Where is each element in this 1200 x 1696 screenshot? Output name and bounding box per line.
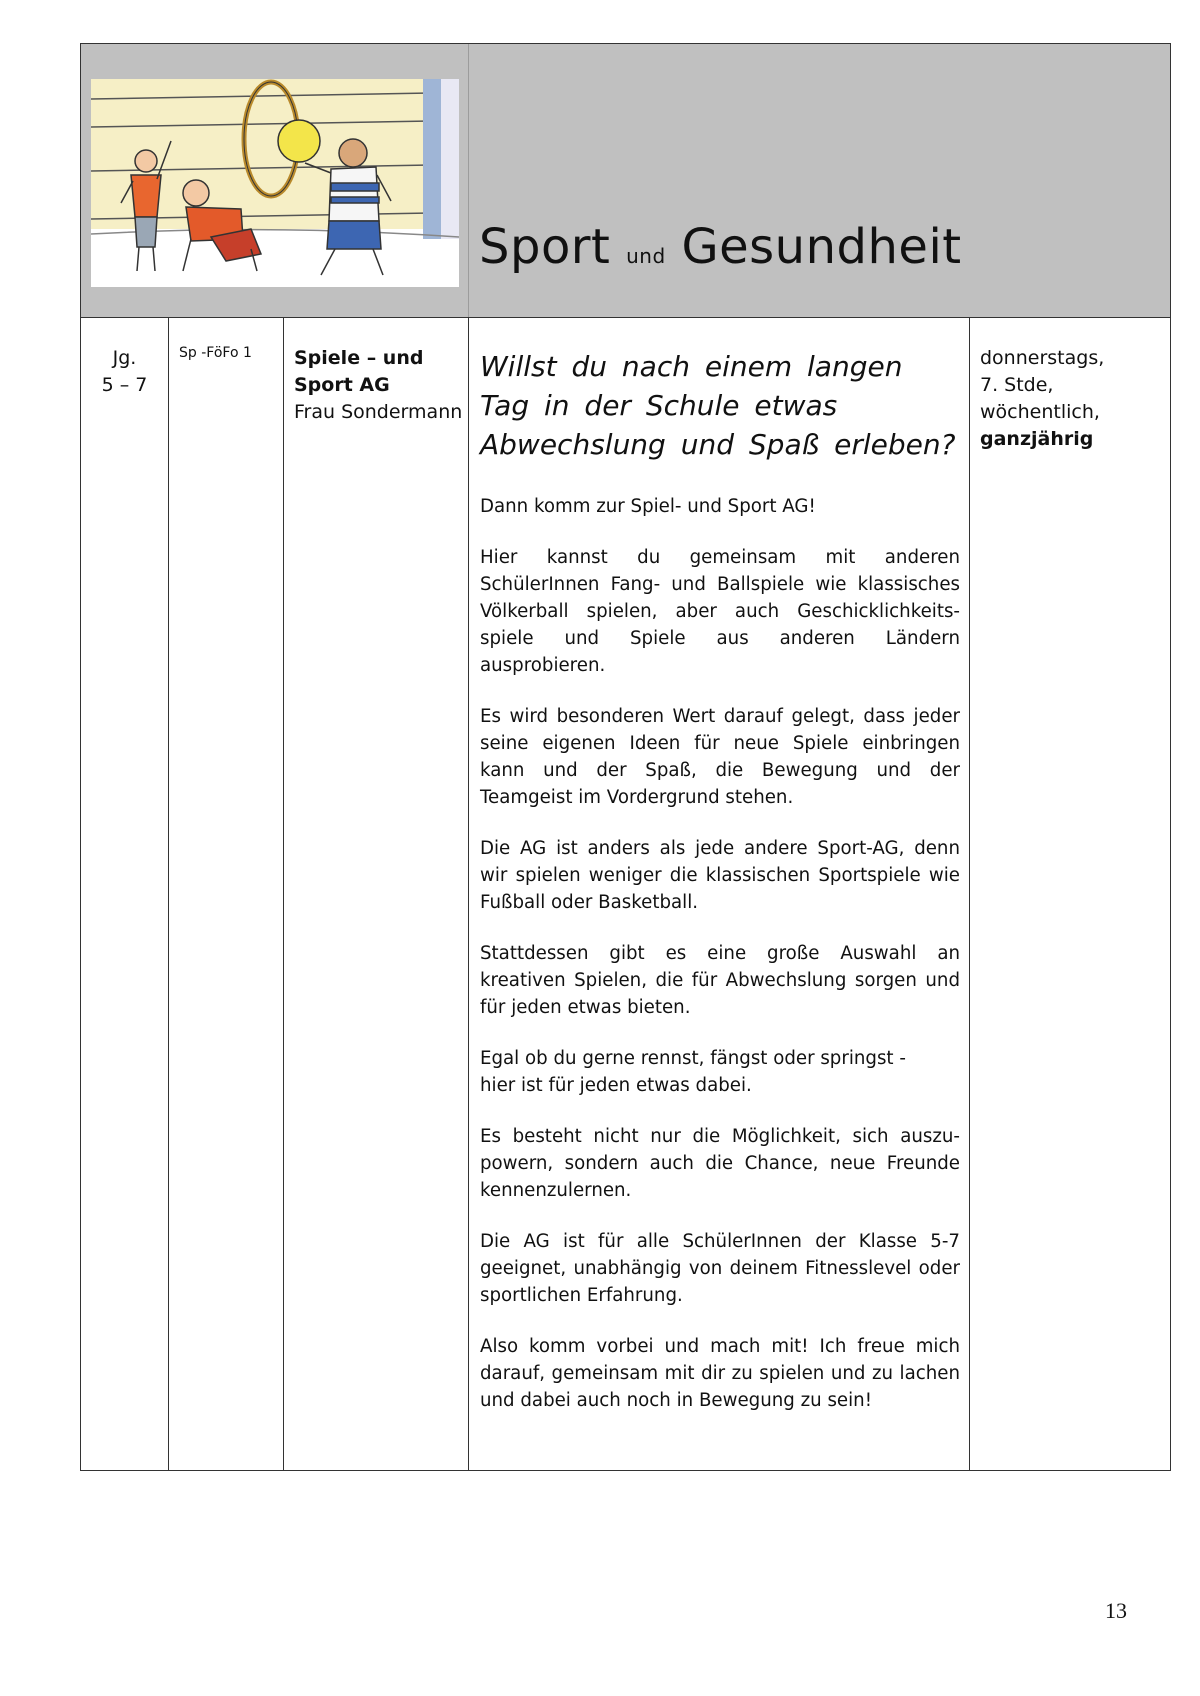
ag-name-line1: Spiele – und (294, 347, 424, 369)
table-header (81, 44, 1170, 318)
description-paragraph: Es besteht nicht nur die Möglichkeit, sich auszu-powern, sondern auch die Chance, neue Freunde kennenzulernen. (480, 1126, 960, 1201)
schedule-frequency: wöchentlich, (980, 401, 1100, 423)
grade-cell (81, 318, 169, 1471)
schedule-duration: ganzjährig (980, 428, 1094, 450)
header-divider (468, 44, 469, 317)
page-title (479, 219, 962, 275)
description-paragraph: Stattdessen gibt es eine große Auswahl an kreativen Spielen, die für Abwechslung sorgen und für jeden etwas bieten. (480, 943, 960, 1018)
course-code: Sp -FöFo 1 (179, 345, 252, 361)
paragraph-line: hier ist für jeden etwas dabei. (480, 1075, 752, 1096)
title-sport: Sport (479, 219, 611, 275)
schedule-period: 7. Stde, (980, 374, 1054, 396)
paragraph-line: Egal ob du gerne rennst, fängst oder springst - (480, 1048, 906, 1069)
description-paragraph (480, 1045, 960, 1099)
children-playing-ball-image (91, 79, 459, 287)
schedule-day: donnerstags, (980, 347, 1105, 369)
grade-range: 5 – 7 (101, 374, 148, 396)
course-table (80, 43, 1171, 1471)
description-paragraph: Hier kannst du gemeinsam mit anderen SchülerInnen Fang- und Ballspiele wie klassisches Völkerball spielen, aber auch Geschicklichkeits-spiele und Spiele aus anderen Ländern ausprobieren. (480, 547, 960, 676)
title-gesundheit: Gesundheit (681, 219, 962, 275)
page-number: 13 (1105, 1598, 1127, 1623)
ag-name-line2: Sport AG (294, 374, 390, 396)
course-code-cell (169, 318, 284, 1471)
schedule-cell (970, 318, 1170, 1471)
ag-name-cell (284, 318, 469, 1471)
description-headline: Willst du nach einem langen Tag in der Schule etwas Abwechslung und Spaß erleben? (480, 350, 956, 461)
description-paragraph: Die AG ist anders als jede andere Sport-AG, denn wir spielen weniger die klassischen Sportspiele wie Fußball oder Basketball. (480, 838, 960, 913)
description-paragraph: Dann komm zur Spiel- und Sport AG! (480, 496, 816, 517)
description-paragraph: Es wird besonderen Wert darauf gelegt, dass jeder seine eigenen Ideen für neue Spiele einbringen kann und der Spaß, die Bewegung und der Teamgeist im Vordergrund stehen. (480, 706, 960, 808)
description-cell (469, 318, 970, 1471)
description-paragraph: Die AG ist für alle SchülerInnen der Klasse 5-7 geeignet, unabhängig von deinem Fitnesslevel oder sportlichen Erfahrung. (480, 1231, 960, 1306)
title-und: und (626, 244, 666, 268)
sports-illustration (91, 79, 459, 287)
description-paragraph: Also komm vorbei und mach mit! Ich freue mich darauf, gemeinsam mit dir zu spielen und zu lachen und dabei auch noch in Bewegung zu sein! (480, 1336, 960, 1411)
grade-label: Jg. (112, 347, 137, 369)
teacher-name: Frau Sondermann (294, 401, 463, 423)
